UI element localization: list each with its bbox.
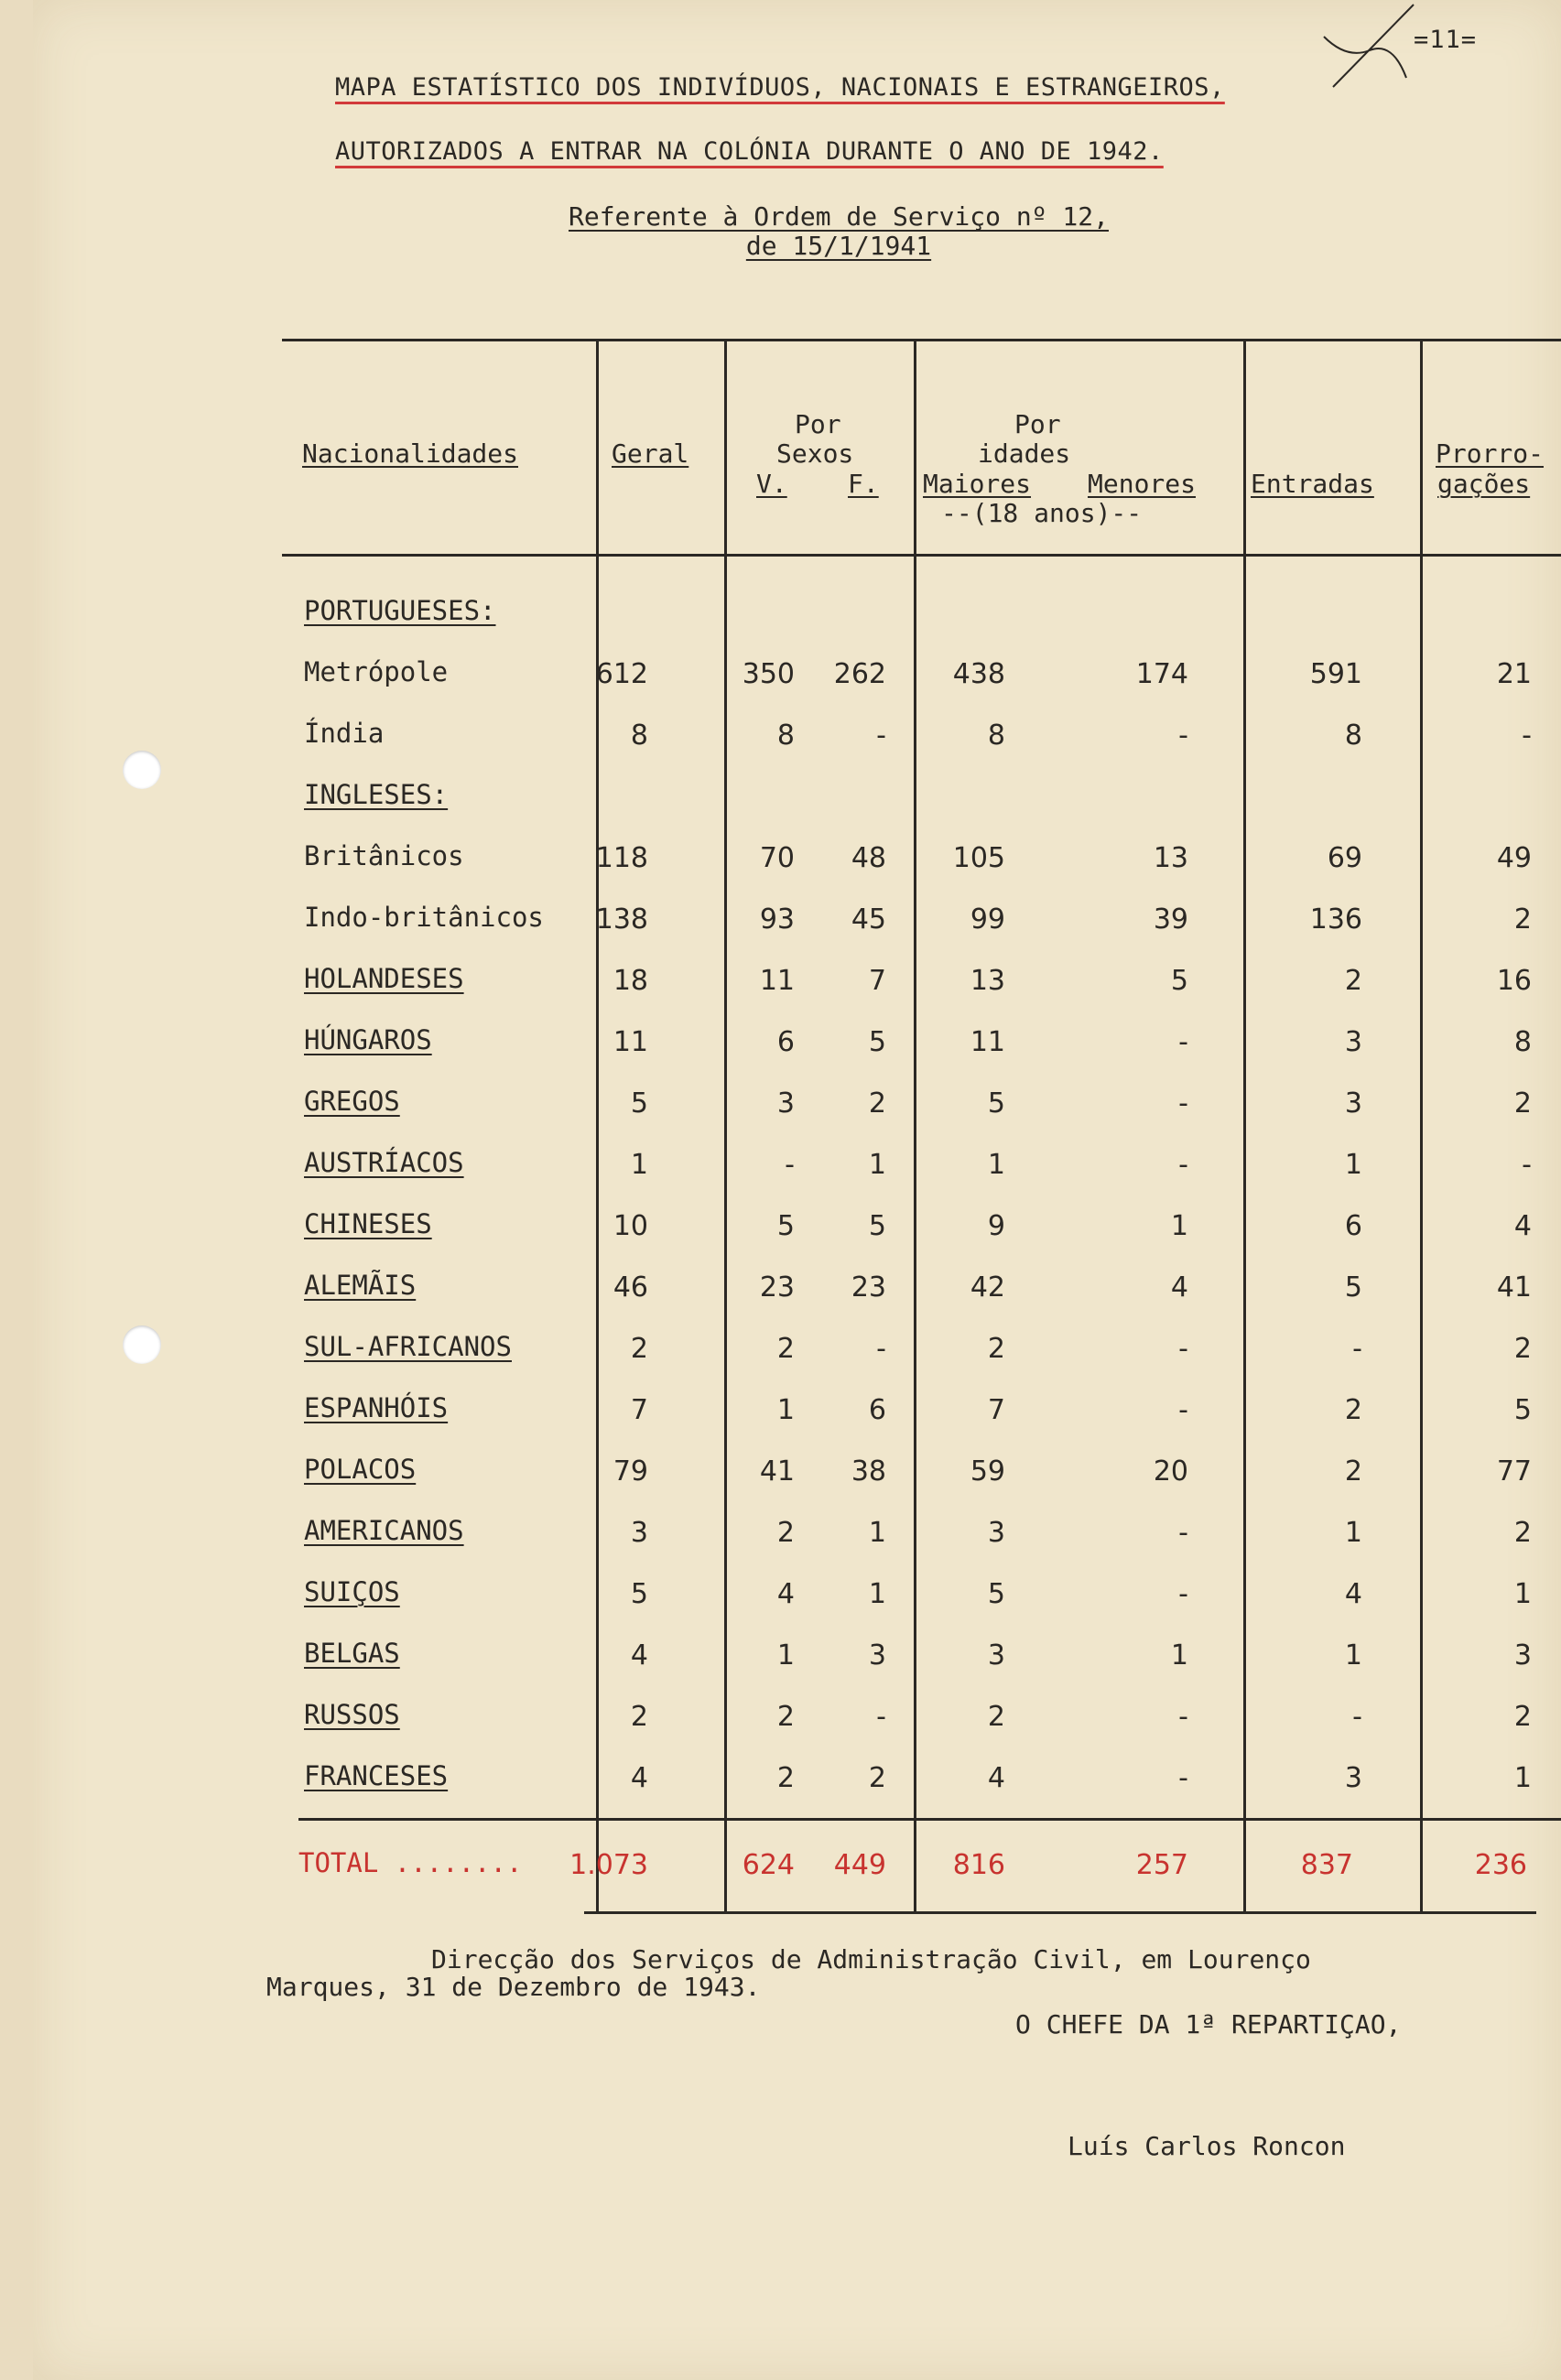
cell-menores: -: [1178, 1517, 1188, 1549]
column-divider: [724, 339, 727, 1913]
row-nationality: Britânicos: [304, 840, 464, 871]
row-nationality: FRANCESES: [304, 1760, 449, 1791]
cell-geral: 11: [612, 1026, 648, 1058]
cell-v: 2: [776, 1333, 795, 1365]
row-nationality: Indo-britânicos: [304, 902, 544, 933]
cell-entradas: 3: [1344, 1087, 1362, 1120]
cell-prorrogacoes: 41: [1496, 1271, 1532, 1304]
cell-prorrogacoes: 8: [1513, 1026, 1532, 1058]
total-entradas: 837: [1300, 1849, 1353, 1881]
cell-prorrogacoes: 2: [1513, 1701, 1532, 1733]
cell-entradas: 1: [1344, 1639, 1362, 1671]
table-row: [282, 1760, 1561, 1797]
cell-f: 7: [868, 965, 886, 997]
table-row: [282, 779, 1561, 816]
cell-v: 8: [776, 719, 795, 752]
cell-menores: 1: [1170, 1639, 1188, 1671]
cell-maiores: 105: [952, 842, 1005, 874]
cell-maiores: 7: [987, 1394, 1005, 1426]
handwritten-mark: [1306, 0, 1415, 101]
total-bottom-rule: [584, 1911, 1536, 1914]
row-nationality: INGLESES:: [304, 779, 449, 810]
cell-prorrogacoes: -: [1522, 719, 1532, 752]
cell-geral: 7: [630, 1394, 648, 1426]
statistics-table: [282, 339, 1561, 1913]
cell-f: 2: [868, 1087, 886, 1120]
cell-prorrogacoes: 3: [1513, 1639, 1532, 1671]
cell-v: 350: [742, 658, 795, 690]
total-top-rule: [298, 1818, 1561, 1821]
cell-geral: 612: [595, 658, 648, 690]
total-maiores: 816: [952, 1849, 1005, 1881]
table-row: [282, 902, 1561, 938]
cell-entradas: 136: [1309, 903, 1362, 936]
table-row: [282, 1208, 1561, 1245]
cell-maiores: 2: [987, 1701, 1005, 1733]
table-row: [282, 1638, 1561, 1674]
table-row: [282, 1454, 1561, 1490]
cell-menores: -: [1178, 1701, 1188, 1733]
header-nacionalidades: Nacionalidades: [302, 438, 519, 469]
header-por-idades: Por: [1014, 409, 1061, 439]
header-bottom-rule: [282, 554, 1561, 557]
column-divider: [1243, 339, 1246, 1913]
cell-prorrogacoes: 21: [1496, 658, 1532, 690]
total-v: 624: [742, 1849, 795, 1881]
header-por: Por: [795, 409, 841, 439]
footer-line2: Marques, 31 de Dezembro de 1943.: [266, 1972, 761, 2002]
column-divider: [1420, 339, 1423, 1913]
cell-menores: -: [1178, 1394, 1188, 1426]
cell-geral: 8: [630, 719, 648, 752]
cell-entradas: 3: [1344, 1026, 1362, 1058]
row-nationality: SUIÇOS: [304, 1576, 400, 1607]
header-f: F.: [848, 469, 879, 499]
header-entradas: Entradas: [1251, 469, 1374, 499]
header-prorrogacoes-1: Prorro-: [1436, 438, 1545, 469]
cell-v: 1: [776, 1639, 795, 1671]
row-nationality: PORTUGUESES:: [304, 595, 496, 626]
cell-v: 2: [776, 1701, 795, 1733]
cell-prorrogacoes: 2: [1513, 903, 1532, 936]
cell-geral: 18: [612, 965, 648, 997]
signatory-name: Luís Carlos Roncon: [1068, 2131, 1346, 2161]
cell-maiores: 4: [987, 1762, 1005, 1794]
cell-maiores: 5: [987, 1578, 1005, 1610]
document-page: [33, 0, 1561, 2380]
table-row: [282, 840, 1561, 877]
cell-entradas: 5: [1344, 1271, 1362, 1304]
cell-f: 5: [868, 1026, 886, 1058]
cell-maiores: 8: [987, 719, 1005, 752]
header-prorrogacoes-2: gações: [1437, 469, 1531, 499]
column-divider: [596, 339, 599, 1913]
cell-f: 262: [833, 658, 886, 690]
header-age-range: --(18 anos)--: [941, 498, 1143, 528]
row-nationality: ALEMÃIS: [304, 1270, 417, 1301]
cell-geral: 138: [595, 903, 648, 936]
cell-maiores: 42: [970, 1271, 1005, 1304]
cell-menores: -: [1178, 1578, 1188, 1610]
cell-geral: 5: [630, 1087, 648, 1120]
cell-v: 70: [759, 842, 795, 874]
cell-f: 5: [868, 1210, 886, 1242]
cell-geral: 79: [612, 1455, 648, 1488]
cell-menores: -: [1178, 1333, 1188, 1365]
cell-entradas: 69: [1327, 842, 1362, 874]
cell-menores: 5: [1170, 965, 1188, 997]
cell-f: 2: [868, 1762, 886, 1794]
table-row: [282, 718, 1561, 754]
table-row: [282, 656, 1561, 693]
document-title-line1: MAPA ESTATÍSTICO DOS INDIVÍDUOS, NACIONAIS E ESTRANGEIROS,: [335, 73, 1225, 102]
cell-prorrogacoes: 2: [1513, 1517, 1532, 1549]
row-nationality: AMERICANOS: [304, 1515, 464, 1546]
cell-v: 4: [776, 1578, 795, 1610]
total-prorrogacoes: 236: [1474, 1849, 1527, 1881]
punch-hole: [123, 751, 161, 789]
table-row: [282, 1392, 1561, 1429]
row-nationality: HOLANDESES: [304, 963, 464, 994]
cell-entradas: 3: [1344, 1762, 1362, 1794]
cell-maiores: 3: [987, 1639, 1005, 1671]
header-idades: idades: [978, 438, 1071, 469]
cell-entradas: -: [1352, 1333, 1362, 1365]
footer-line1: Direcção dos Serviços de Administração Civil, em Lourenço: [431, 1944, 1311, 1974]
cell-entradas: -: [1352, 1701, 1362, 1733]
table-row: [282, 595, 1561, 632]
cell-v: 93: [759, 903, 795, 936]
cell-f: 38: [851, 1455, 886, 1488]
header-geral: Geral: [612, 438, 689, 469]
cell-prorrogacoes: 1: [1513, 1578, 1532, 1610]
cell-entradas: 2: [1344, 1455, 1362, 1488]
cell-geral: 5: [630, 1578, 648, 1610]
cell-f: 48: [851, 842, 886, 874]
cell-f: 6: [868, 1394, 886, 1426]
cell-prorrogacoes: 77: [1496, 1455, 1532, 1488]
cell-prorrogacoes: 2: [1513, 1087, 1532, 1120]
cell-v: 41: [759, 1455, 795, 1488]
table-row: [282, 1576, 1561, 1613]
cell-f: 1: [868, 1578, 886, 1610]
header-menores: Menores: [1088, 469, 1197, 499]
cell-f: 1: [868, 1149, 886, 1181]
cell-menores: -: [1178, 1026, 1188, 1058]
cell-geral: 4: [630, 1639, 648, 1671]
total-menores: 257: [1135, 1849, 1188, 1881]
cell-menores: -: [1178, 719, 1188, 752]
table-row: [282, 963, 1561, 1000]
cell-maiores: 59: [970, 1455, 1005, 1488]
cell-maiores: 2: [987, 1333, 1005, 1365]
cell-v: -: [785, 1149, 795, 1181]
row-nationality: BELGAS: [304, 1638, 400, 1669]
cell-menores: -: [1178, 1149, 1188, 1181]
cell-geral: 3: [630, 1517, 648, 1549]
cell-v: 6: [776, 1026, 795, 1058]
page-number: =11=: [1414, 26, 1478, 54]
cell-menores: 174: [1135, 658, 1188, 690]
table-row: [282, 1699, 1561, 1736]
cell-menores: -: [1178, 1762, 1188, 1794]
cell-entradas: 2: [1344, 1394, 1362, 1426]
cell-f: 23: [851, 1271, 886, 1304]
cell-geral: 10: [612, 1210, 648, 1242]
cell-f: 3: [868, 1639, 886, 1671]
header-maiores: Maiores: [923, 469, 1032, 499]
row-nationality: ESPANHÓIS: [304, 1392, 449, 1423]
cell-v: 11: [759, 965, 795, 997]
reference-line1: Referente à Ordem de Serviço nº 12,: [568, 201, 1109, 232]
row-nationality: RUSSOS: [304, 1699, 400, 1730]
header-sexos: Sexos: [776, 438, 854, 469]
table-row: [282, 1270, 1561, 1306]
cell-maiores: 9: [987, 1210, 1005, 1242]
table-row: [282, 1024, 1561, 1061]
cell-entradas: 6: [1344, 1210, 1362, 1242]
cell-entradas: 4: [1344, 1578, 1362, 1610]
cell-entradas: 591: [1309, 658, 1362, 690]
cell-f: 45: [851, 903, 886, 936]
cell-maiores: 11: [970, 1026, 1005, 1058]
total-label: TOTAL ........: [298, 1847, 523, 1878]
cell-f: -: [876, 1701, 886, 1733]
total-geral: 1.073: [569, 1849, 648, 1881]
cell-f: 1: [868, 1517, 886, 1549]
cell-entradas: 1: [1344, 1149, 1362, 1181]
cell-v: 2: [776, 1517, 795, 1549]
cell-maiores: 13: [970, 965, 1005, 997]
cell-geral: 4: [630, 1762, 648, 1794]
cell-geral: 118: [595, 842, 648, 874]
cell-f: -: [876, 1333, 886, 1365]
row-nationality: Metrópole: [304, 656, 449, 687]
cell-menores: 13: [1153, 842, 1188, 874]
reference-line2: de 15/1/1941: [745, 231, 932, 261]
cell-v: 1: [776, 1394, 795, 1426]
row-nationality: SUL-AFRICANOS: [304, 1331, 512, 1362]
table-top-rule: [282, 339, 1561, 341]
cell-menores: 1: [1170, 1210, 1188, 1242]
cell-prorrogacoes: 4: [1513, 1210, 1532, 1242]
cell-v: 2: [776, 1762, 795, 1794]
cell-prorrogacoes: 5: [1513, 1394, 1532, 1426]
cell-menores: -: [1178, 1087, 1188, 1120]
table-row: [282, 1331, 1561, 1368]
cell-prorrogacoes: -: [1522, 1149, 1532, 1181]
cell-v: 5: [776, 1210, 795, 1242]
table-row: [282, 1147, 1561, 1184]
header-v: V.: [756, 469, 787, 499]
document-title-line2: AUTORIZADOS A ENTRAR NA COLÓNIA DURANTE O ANO DE 1942.: [335, 137, 1164, 166]
row-nationality: CHINESES: [304, 1208, 432, 1239]
cell-v: 23: [759, 1271, 795, 1304]
cell-prorrogacoes: 1: [1513, 1762, 1532, 1794]
cell-prorrogacoes: 16: [1496, 965, 1532, 997]
total-row: [282, 1847, 1561, 1884]
total-f: 449: [833, 1849, 886, 1881]
cell-entradas: 1: [1344, 1517, 1362, 1549]
cell-prorrogacoes: 49: [1496, 842, 1532, 874]
row-nationality: HÚNGAROS: [304, 1024, 432, 1055]
cell-maiores: 1: [987, 1149, 1005, 1181]
table-row: [282, 1086, 1561, 1122]
cell-maiores: 5: [987, 1087, 1005, 1120]
column-divider: [914, 339, 916, 1913]
cell-f: -: [876, 719, 886, 752]
row-nationality: GREGOS: [304, 1086, 400, 1117]
cell-maiores: 438: [952, 658, 1005, 690]
cell-menores: 39: [1153, 903, 1188, 936]
cell-entradas: 8: [1344, 719, 1362, 752]
cell-menores: 20: [1153, 1455, 1188, 1488]
cell-geral: 1: [630, 1149, 648, 1181]
punch-hole: [123, 1325, 161, 1364]
cell-maiores: 3: [987, 1517, 1005, 1549]
row-nationality: AUSTRÍACOS: [304, 1147, 464, 1178]
cell-geral: 46: [612, 1271, 648, 1304]
cell-entradas: 2: [1344, 965, 1362, 997]
cell-geral: 2: [630, 1333, 648, 1365]
cell-menores: 4: [1170, 1271, 1188, 1304]
cell-maiores: 99: [970, 903, 1005, 936]
cell-prorrogacoes: 2: [1513, 1333, 1532, 1365]
table-row: [282, 1515, 1561, 1552]
row-nationality: POLACOS: [304, 1454, 417, 1485]
cell-geral: 2: [630, 1701, 648, 1733]
row-nationality: Índia: [304, 718, 385, 749]
cell-v: 3: [776, 1087, 795, 1120]
signatory-title: O CHEFE DA 1ª REPARTIÇAO,: [1015, 2009, 1402, 2039]
